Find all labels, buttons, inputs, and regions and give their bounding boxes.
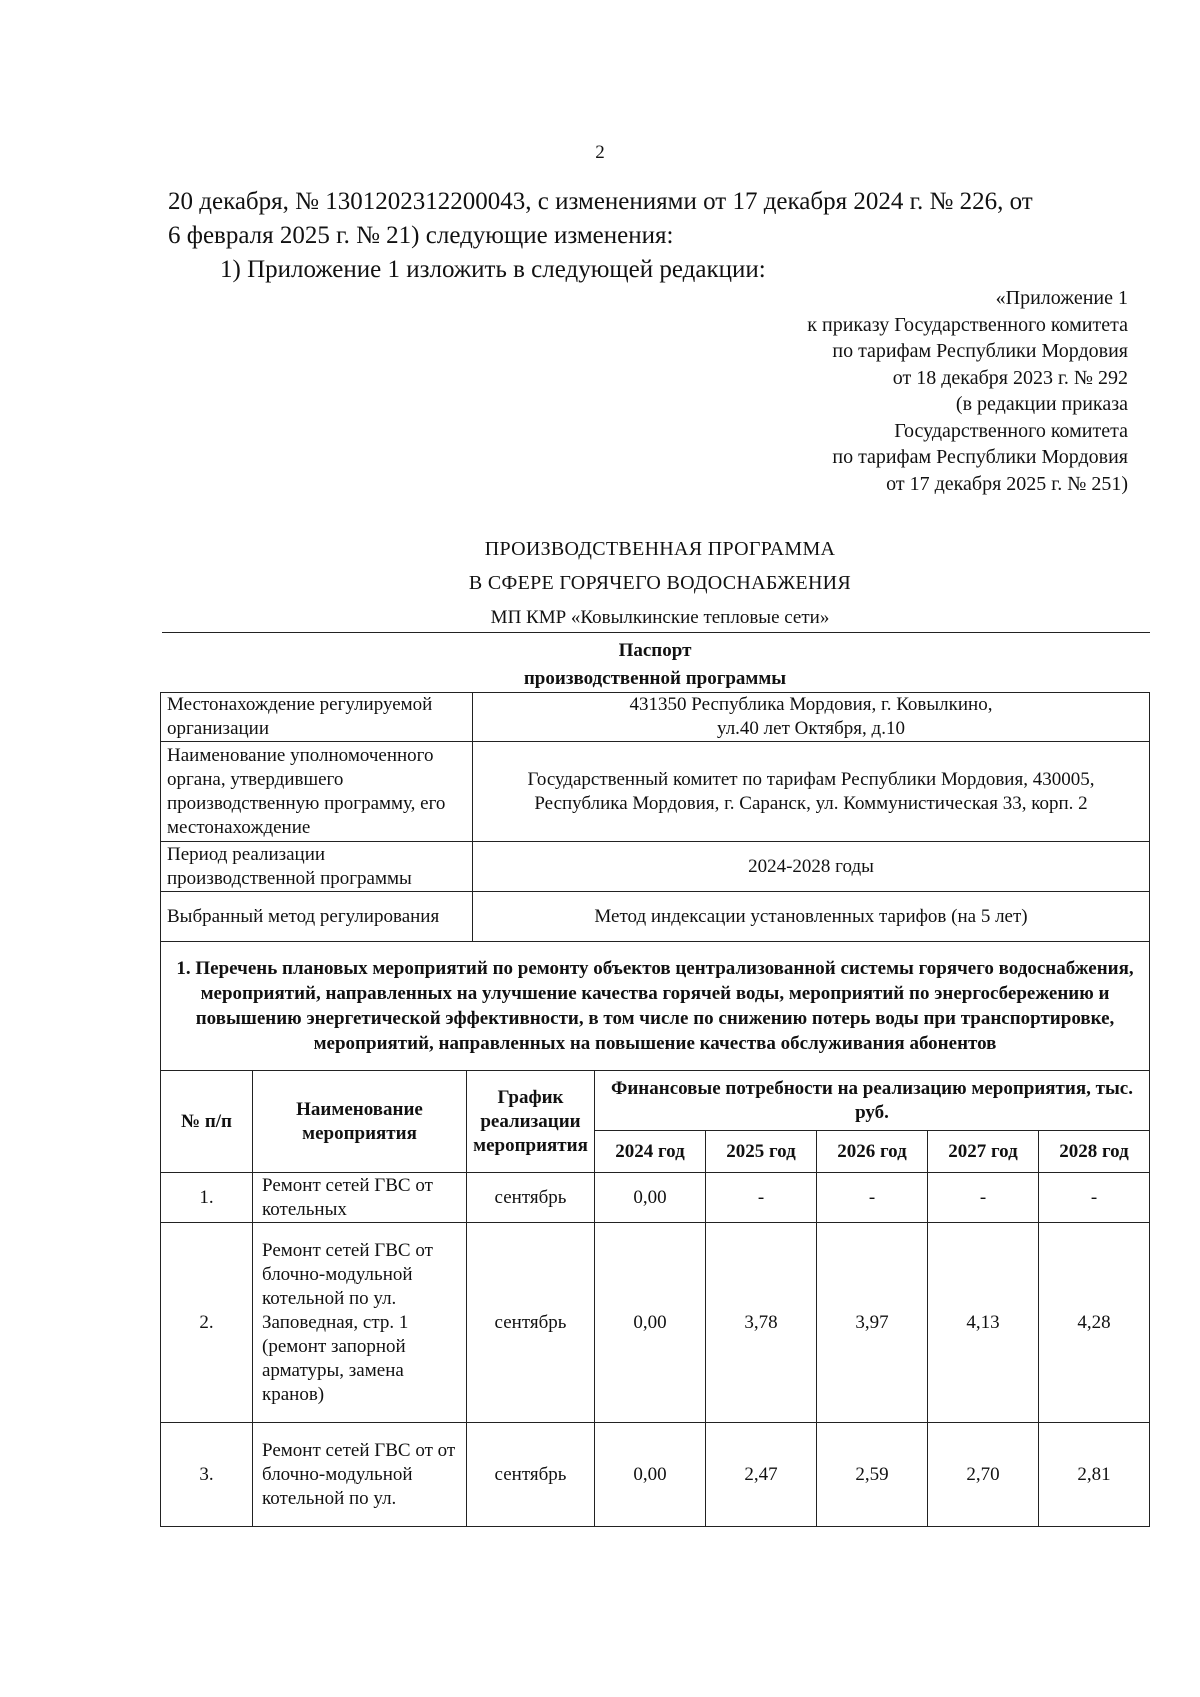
row-value: - (706, 1173, 817, 1223)
row-value: 4,13 (928, 1223, 1039, 1423)
intro-line-3: 1) Приложение 1 изложить в следующей редакции: (220, 256, 766, 283)
row-value: - (1039, 1173, 1150, 1223)
intro-line-1: 20 декабря, № 1301202312200043, с изменениями от 17 декабря 2024 г. № 226, от (168, 188, 1033, 215)
row-num: 1. (161, 1173, 253, 1223)
row-value: 4,28 (1039, 1223, 1150, 1423)
appendix-line: от 17 декабря 2025 г. № 251) (886, 472, 1128, 495)
passport-value-line: ул.40 лет Октября, д.10 (717, 718, 905, 739)
appendix-line: Государственного комитета (894, 419, 1128, 442)
passport-row (161, 892, 1150, 942)
row-value: 3,97 (817, 1223, 928, 1423)
row-value: 3,78 (706, 1223, 817, 1423)
passport-heading: Паспорт (618, 640, 692, 661)
col-num-header: № п/п (161, 1071, 253, 1173)
passport-label: Местонахождение регулируемой организации (161, 693, 473, 742)
passport-row (161, 842, 1150, 892)
passport-label: Выбранный метод регулирования (161, 892, 473, 942)
row-value: 2,59 (817, 1423, 928, 1527)
appendix-line: от 18 декабря 2023 г. № 292 (892, 366, 1128, 389)
program-title: ПРОИЗВОДСТВЕННАЯ ПРОГРАММА (484, 538, 836, 560)
measures-table (160, 1070, 1150, 1527)
year-header: 2024 год (595, 1131, 706, 1173)
section-1-title: 1. Перечень плановых мероприятий по ремонту объектов централизованной системы горячего водоснабжения, мероприятий, направленных на улучшение качества горячей воды, мероприятий по энергосбережению и повышению энергетической эффективности, в том числе по снижению потерь воды при транспортировке, мероприятий, направленных на повышение качества обслуживания абонентов (161, 942, 1150, 1071)
divider (162, 632, 1150, 633)
appendix-line: по тарифам Республики Мордовия (832, 446, 1128, 468)
row-num: 2. (161, 1223, 253, 1423)
organization-name: МП КМР «Ковылкинские тепловые сети» (490, 607, 830, 628)
passport-value-line: Республика Мордовия, г. Саранск, ул. Коммунистическая 33, корп. 2 (534, 792, 1088, 814)
passport-subheading: производственной программы (523, 668, 787, 689)
year-header: 2027 год (928, 1131, 1039, 1173)
row-value: 2,47 (706, 1423, 817, 1527)
passport-table (160, 692, 1150, 1071)
table-row (161, 1223, 1150, 1423)
appendix-line: к приказу Государственного комитета (807, 313, 1128, 336)
row-value: - (928, 1173, 1039, 1223)
passport-value-line: Государственный комитет по тарифам Республики Мордовия, 430005, (527, 768, 1095, 790)
row-schedule: сентябрь (467, 1423, 595, 1527)
appendix-line: «Приложение 1 (995, 287, 1128, 309)
passport-value: Метод индексации установленных тарифов (на 5 лет) (473, 892, 1150, 942)
passport-row (161, 693, 1150, 742)
row-name: Ремонт сетей ГВС от блочно-модульной котельной по ул. Заповедная, стр. 1 (ремонт запорной арматуры, замена кранов) (253, 1223, 467, 1423)
section-title-row (161, 942, 1150, 1071)
program-subtitle: В СФЕРЕ ГОРЯЧЕГО ВОДОСНАБЖЕНИЯ (468, 572, 852, 594)
row-schedule: сентябрь (467, 1223, 595, 1423)
row-schedule: сентябрь (467, 1173, 595, 1223)
row-value: 0,00 (595, 1423, 706, 1527)
passport-label: Период реализации производственной программы (161, 842, 473, 892)
appendix-line: по тарифам Республики Мордовия (832, 340, 1128, 362)
passport-label: Наименование уполномоченного органа, утвердившего производственную программу, его местонахождение (161, 742, 473, 842)
col-schedule-header: График реализации мероприятия (467, 1071, 595, 1173)
header-row (161, 1071, 1150, 1131)
col-name-header: Наименование мероприятия (253, 1071, 467, 1173)
row-value: 2,81 (1039, 1423, 1150, 1527)
row-num: 3. (161, 1423, 253, 1527)
appendix-header (568, 285, 1128, 497)
appendix-line: (в редакции приказа (955, 393, 1128, 415)
year-header: 2026 год (817, 1131, 928, 1173)
table-row (161, 1423, 1150, 1527)
passport-value (473, 693, 1150, 742)
row-value: 0,00 (595, 1223, 706, 1423)
row-name: Ремонт сетей ГВС от от блочно-модульной котельной по ул. (253, 1423, 467, 1527)
passport-row (161, 742, 1150, 842)
col-finance-header: Финансовые потребности на реализацию мероприятия, тыс. руб. (595, 1071, 1150, 1131)
row-value: 0,00 (595, 1173, 706, 1223)
table-row (161, 1173, 1150, 1223)
intro-line-2: 6 февраля 2025 г. № 21) следующие изменения: (168, 222, 674, 249)
passport-value (473, 742, 1150, 842)
row-name: Ремонт сетей ГВС от котельных (253, 1173, 467, 1223)
intro-paragraph (168, 185, 1128, 287)
passport-value-line: 431350 Республика Мордовия, г. Ковылкино, (629, 694, 993, 715)
year-header: 2028 год (1039, 1131, 1150, 1173)
row-value: 2,70 (928, 1423, 1039, 1527)
year-header: 2025 год (706, 1131, 817, 1173)
passport-value: 2024-2028 годы (473, 842, 1150, 892)
page-number: 2 (595, 142, 605, 163)
row-value: - (817, 1173, 928, 1223)
